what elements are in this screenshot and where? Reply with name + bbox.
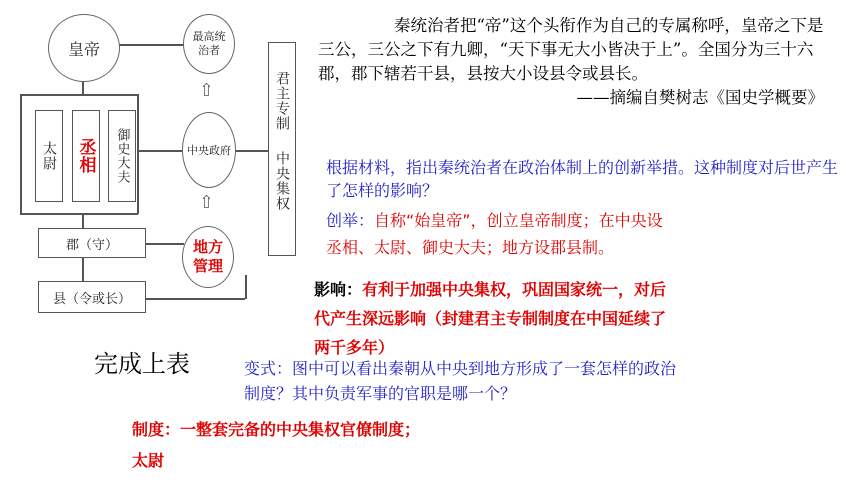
chengxiang-box (72, 110, 100, 202)
influence-line2: 代产生深远影响（封建君主专制制度在中国延续了 (314, 309, 667, 328)
influence-line3: 两千多年） (314, 338, 395, 357)
influence-label: 影响： (314, 280, 363, 299)
yushi-box (108, 110, 136, 202)
quote-text: 秦统治者把“帝”这个头衔作为自己的专属称呼，皇帝之下是三公，三公之下有九卿，“天下事无大小皆决于上”。全国分为三十六郡，郡下辖若干县，县按大小设县令或县长。 (318, 16, 824, 83)
chengxiang-label: 丞相 (75, 138, 96, 174)
emperor-label: 皇帝 (67, 39, 100, 59)
innovation-label: 创举： (326, 211, 375, 230)
connector (145, 298, 245, 300)
connector (82, 257, 84, 281)
system-label-top: 君主专制 (274, 71, 290, 131)
final-answer (132, 414, 632, 476)
local-admin-node (182, 226, 234, 288)
innovation-line2: 丞相、太尉、御史大夫；地方设郡县制。 (326, 238, 615, 257)
variant-question (244, 356, 844, 406)
connector (145, 243, 184, 245)
connector (234, 150, 269, 152)
arrow-up-icon: ⇧ (199, 80, 215, 101)
answer-line1: 制度：一整套完备的中央集权官僚制度； (132, 420, 421, 439)
system-box (268, 42, 296, 256)
connector (82, 80, 84, 94)
variant-line1: 变式：图中可以看出秦朝从中央到地方形成了一套怎样的政治 (244, 359, 677, 378)
innovation-answer (326, 207, 846, 261)
influence-answer (314, 275, 844, 362)
innovation-line1: 自称“始皇帝”，创立皇帝制度；在中央设 (374, 211, 663, 230)
emperor-node (48, 14, 120, 82)
quote-source: ——摘编自樊树志《国史学概要》 (576, 88, 824, 107)
yushi-label: 御史大夫 (114, 128, 130, 184)
xian-box (38, 281, 146, 313)
connector (138, 150, 184, 152)
connector (20, 213, 138, 215)
source-quote (318, 14, 838, 110)
influence-line1: 有利于加强中央集权，巩固国家统一，对后 (362, 280, 667, 299)
answer-line2: 太尉 (132, 451, 165, 470)
supreme-ruler-node (183, 14, 235, 74)
connector (20, 94, 138, 96)
connector (245, 275, 247, 299)
central-gov-node (182, 112, 236, 188)
taiwei-label: 太尉 (41, 141, 57, 171)
jun-label: 郡（守） (65, 237, 118, 253)
complete-table-heading: 完成上表 (94, 350, 190, 378)
jun-box (38, 228, 146, 258)
local-admin-label: 地方管理 (192, 238, 223, 275)
taiwei-box (35, 110, 63, 202)
connector (118, 44, 184, 46)
supreme-ruler-label: 最高统治者 (192, 30, 226, 57)
connector (137, 94, 139, 214)
connector (82, 213, 84, 229)
xian-label: 县（令或长） (52, 291, 131, 307)
connector (20, 94, 22, 214)
arrow-up-icon: ⇧ (199, 192, 215, 213)
system-label-bottom: 中央集权 (274, 151, 290, 211)
central-gov-label: 中央政府 (187, 144, 231, 157)
question-text: 根据材料，指出秦统治者在政治体制上的创新举措。这种制度对后世产生了怎样的影响？ (326, 158, 839, 200)
variant-line2: 制度？其中负责军事的官职是哪一个？ (244, 384, 517, 403)
